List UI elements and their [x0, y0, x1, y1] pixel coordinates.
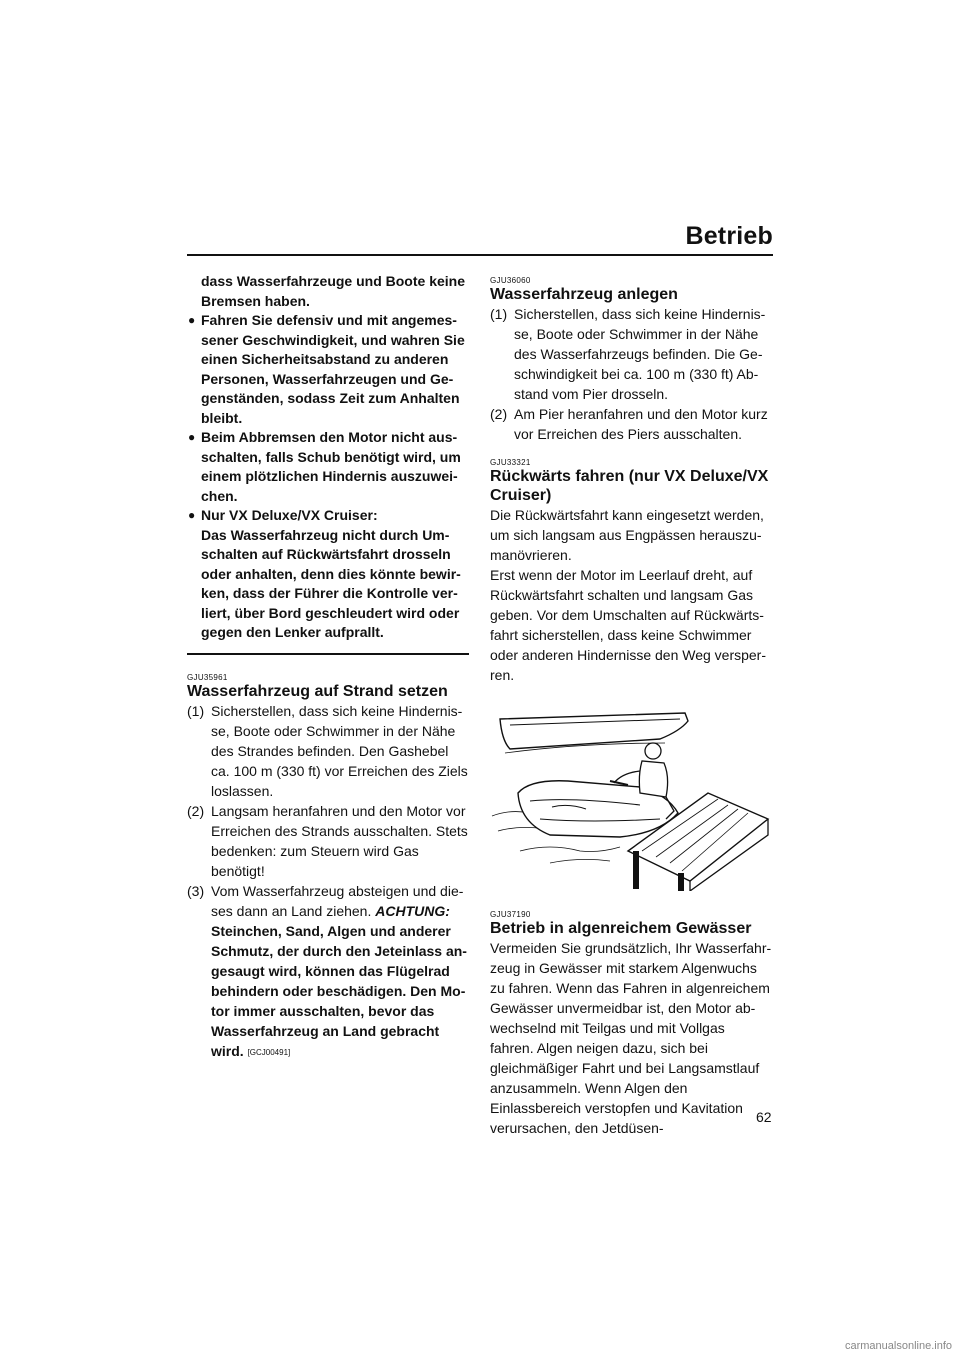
warning-bullet-3: ● Nur VX Deluxe/VX Cruiser: [187, 506, 469, 526]
section-code: GJU33321 [490, 458, 531, 467]
header-divider [187, 254, 773, 256]
section-heading-docking: Wasserfahrzeug anlegen [490, 286, 678, 303]
right-column [490, 272, 772, 1138]
section-code: GJU37190 [490, 910, 531, 919]
dock-step-2: (2) Am Pier heranfahren und den Motor kurz vor Erreichen des Piers ausschalten. [490, 406, 768, 442]
reverse-paragraph-2: Erst wenn der Motor im Leerlauf dreht, auf Rückwärtsfahrt schalten und langsam Gas geben. Vor dem Umschalten auf Rückwärts-fahrt sicherstellen, dass keine Schwimmer oder anderen Hindernisse den Weg versper-ren. [490, 567, 767, 683]
section-code: GJU35961 [187, 672, 228, 682]
reverse-paragraph-1: Die Rückwärtsfahrt kann eingesetzt werden, um sich langsam aus Engpässen herauszu-manövrieren. [490, 507, 764, 563]
section-heading-reverse: Rückwärts fahren (nur VX Deluxe/VX Cruiser) [490, 468, 769, 504]
beach-step-3: (3) Vom Wasserfahrzeug absteigen und die-ses dann an Land ziehen. ACHTUNG: Steinchen, Sand, Algen und anderer Schmutz, der durch den Jeteinlass an-gesaugt wird, können das Flügelrad behindern oder beschädigen. Den Mo-tor immer ausschalten, bevor das Wasserfahrzeug an Land gebracht wird. [GCJ00491] [187, 882, 467, 1059]
caution-text: Steinchen, Sand, Algen und anderer Schmutz, der durch den Jeteinlass an-gesaugt wird, können das Flügelrad behindern oder beschädigen. Den Mo-tor immer ausschalten, bevor das Wasserfahrzeug an Land gebracht wird. [211, 922, 467, 1059]
bullet-icon: ● [188, 430, 196, 444]
beach-step-2: (2) Langsam heranfahren und den Motor vor Erreichen des Strands ausschalten. Stets bedenken: zum Steuern wird Gas benötigt! [187, 802, 468, 879]
warning-bullet-2: ● Beim Abbremsen den Motor nicht aus-schalten, falls Schub benötigt wird, um einem plötzlichen Hindernis auszuwei-chen. [188, 429, 461, 504]
beach-step-1: (1) Sicherstellen, dass sich keine Hindernis-se, Boote oder Schwimmer in der Nähe des Strandes befinden. Den Gashebel ca. 100 m (330 ft) vor Erreichen des Ziels loslassen. [187, 702, 468, 799]
algae-paragraph: Vermeiden Sie grundsätzlich, Ihr Wasserfahr-zeug in Gewässer mit starkem Algenwuchs zu fahren. Wenn das Fahren in algenreichem Gewässer unvermeidbar ist, den Motor ab-wechselnd mit Teilgas und mit Vollgas fahren. Algen neigen dazu, sich bei gleichmäßiger Fahrt und bei Langsamstlauf anzusammeln. Wenn Algen den Einlassbereich verstopfen und Kavitation verursachen, den Jetdüsen- [490, 940, 772, 1136]
page-number: 62 [756, 1109, 772, 1125]
caution-label: ACHTUNG: [375, 902, 450, 919]
warning-end-divider [187, 653, 469, 655]
dock-step-1: (1) Sicherstellen, dass sich keine Hindernis-se, Boote oder Schwimmer in der Nähe des Wasserfahrzeugs befinden. Die Ge-schwindigkeit bei ca. 100 m (330 ft) Ab-stand vom Pier drosseln. [490, 306, 766, 402]
section-code: GJU36060 [490, 276, 531, 285]
section-heading-beach: Wasserfahrzeug auf Strand setzen [187, 682, 448, 700]
footer-watermark: carmanualsonline.info [844, 1340, 952, 1352]
bullet-icon: ● [188, 313, 196, 327]
caution-ref: [GCJ00491] [247, 1047, 291, 1057]
page-title: Betrieb [685, 222, 773, 250]
left-column [187, 272, 469, 1063]
section-heading-algae: Betrieb in algenreichem Gewässer [490, 920, 752, 937]
warning-bullet-1: ● Fahren Sie defensiv und mit angemes-sener Geschwindigkeit, und wahren Sie einen Sicherheitsabstand zu anderen Personen, Wasserfahrzeugen und Ge-genständen, sodass Zeit zum Anhalten bleibt. [188, 312, 465, 426]
warning-bullet-3-text: Das Wasserfahrzeug nicht durch Um-schalten auf Rückwärtsfahrt drosseln oder anhalten, denn dies könnte bewir-ken, dass der Führer die Kontrolle ver-liert, über Bord geschleudert wird oder gegen den Lenker aufprallt. [201, 526, 461, 640]
watercraft-docking-illustration [490, 701, 772, 891]
warning-continuation: dass Wasserfahrzeuge und Boote keine Bremsen haben. [201, 273, 465, 309]
bullet-icon: ● [188, 508, 196, 522]
